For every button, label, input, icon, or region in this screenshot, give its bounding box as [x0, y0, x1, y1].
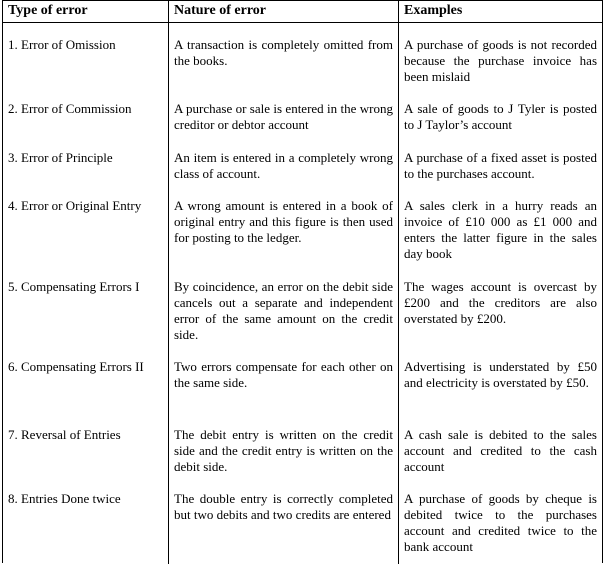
table-row — [3, 23, 602, 95]
error-nature: By coincidence, an error on the debit side cancels out a separate and independent error of the same amount on the credit side. — [168, 273, 398, 353]
error-type: 2. Error of Commission — [8, 101, 132, 116]
table-row — [3, 353, 602, 421]
error-nature: The double entry is correctly completed but two debits and two credits are entered — [168, 485, 398, 564]
error-example: A sales clerk in a hurry reads an invoice of £10 000 as £1 000 and enters the latter figure in the sales day book — [398, 192, 602, 273]
error-example: A sale of goods to J Tyler is posted to J Taylor’s account — [398, 95, 602, 144]
error-type: 7. Reversal of Entries — [8, 427, 121, 442]
error-type: 8. Entries Done twice — [8, 491, 121, 506]
error-type: 3. Error of Principle — [8, 150, 113, 165]
header-type: Type of error — [8, 3, 88, 18]
error-example: Advertising is understated by £50 and electricity is overstated by £50. — [398, 353, 602, 421]
error-type: 5. Compensating Errors I — [8, 279, 140, 294]
error-nature: Two errors compensate for each other on the same side. — [168, 353, 398, 421]
error-nature: A transaction is completely omitted from the books. — [168, 23, 398, 95]
header-nature: Nature of error — [168, 1, 398, 22]
error-type: 4. Error or Original Entry — [8, 198, 142, 213]
error-nature: An item is entered in a completely wrong class of account. — [168, 144, 398, 192]
errors-table — [2, 0, 603, 563]
error-nature: A wrong amount is entered in a book of original entry and this figure is then used for posting to the ledger. — [168, 192, 398, 273]
table-row — [3, 485, 602, 564]
table-header — [3, 1, 602, 23]
error-example: A purchase of goods is not recorded because the purchase invoice has been mislaid — [398, 23, 602, 95]
error-example: A cash sale is debited to the sales account and credited to the cash account — [398, 421, 602, 485]
table-row — [3, 421, 602, 485]
table-row — [3, 95, 602, 144]
error-type: 6. Compensating Errors II — [8, 359, 144, 374]
error-nature: The debit entry is written on the credit side and the credit entry is written on the debit side. — [168, 421, 398, 485]
header-examples: Examples — [398, 1, 602, 22]
error-example: A purchase of a fixed asset is posted to the purchases account. — [398, 144, 602, 192]
table-row — [3, 192, 602, 273]
table-row — [3, 273, 602, 353]
error-type: 1. Error of Omission — [8, 37, 116, 52]
error-example: A purchase of goods by cheque is debited twice to the purchases account and credited twice to the bank account — [398, 485, 602, 564]
error-example: The wages account is overcast by £200 and the creditors are also overstated by £200. — [398, 273, 602, 353]
error-nature: A purchase or sale is entered in the wrong creditor or debtor account — [168, 95, 398, 144]
table-row — [3, 144, 602, 192]
